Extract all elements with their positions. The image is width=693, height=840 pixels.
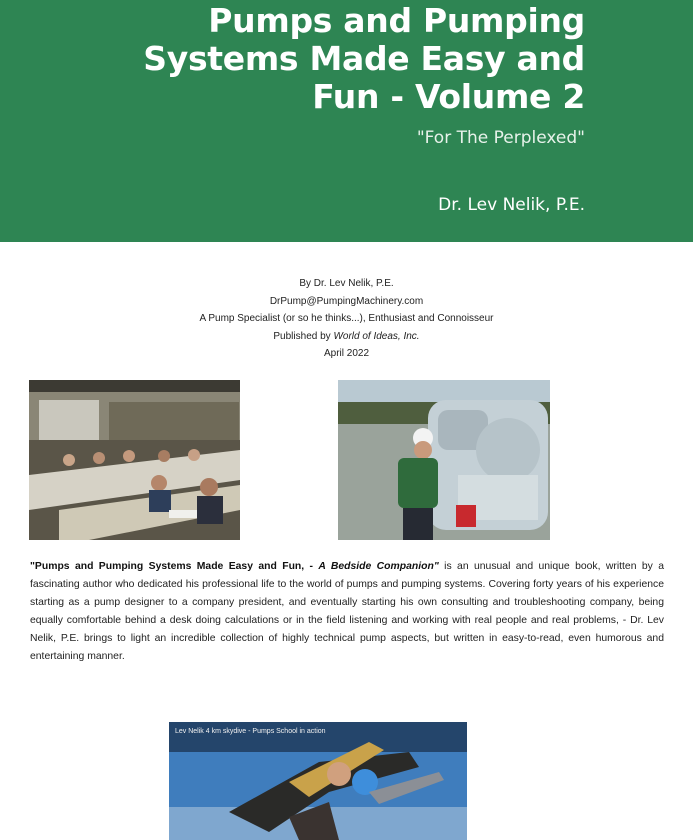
title-banner — [0, 0, 693, 242]
title-line-3: Fun - Volume 2 — [312, 77, 585, 116]
description-book-title: "Pumps and Pumping Systems Made Easy and Fun, - — [30, 561, 319, 572]
classroom-photo-art — [29, 380, 240, 540]
publisher-prefix: Published by — [273, 330, 334, 342]
byline-author: By Dr. Lev Nelik, P.E. — [299, 278, 394, 289]
byline-block — [0, 275, 693, 363]
description-body: is an unusual and unique book, written by a fascinating author who dedicated his professional life to the world of pumps and pumping systems. Covering forty years of his experience starting as a pump designer to a company president, and eventually starting his own consulting and troubleshooting company, being equally comfortable behind a desk doing calculations or in the field listening and working with real people and real problems, - Dr. Lev Nelik, P.E. brings to light an incredible collection of highly technical pump aspects, but written in easy-to-read, even humorous and entertaining manner. — [30, 561, 664, 662]
classroom-photo — [29, 380, 240, 540]
author-name: Dr. Lev Nelik, P.E. — [438, 195, 585, 215]
video-caption: Lev Nelik 4 km skydive - Pumps School in action — [175, 728, 326, 735]
byline-date: April 2022 — [323, 348, 370, 359]
byline-publisher — [0, 328, 693, 346]
title-line-1: Pumps and Pumping — [208, 1, 585, 40]
byline-email: DrPump@PumpingMachinery.com — [269, 295, 424, 307]
book-subtitle: "For The Perplexed" — [416, 128, 585, 148]
byline-tagline: A Pump Specialist (or so he thinks...), Enthusiast and Connoisseur — [199, 313, 494, 324]
pump-photo — [338, 380, 550, 540]
book-title — [25, 2, 585, 116]
book-description — [30, 558, 664, 666]
description-book-subtitle: A Bedside Companion" — [318, 561, 439, 572]
skydive-video-thumbnail[interactable] — [169, 722, 467, 840]
pump-photo-art — [338, 380, 550, 540]
skydive-photo-art — [169, 722, 467, 840]
publisher-name: World of Ideas, Inc. — [333, 330, 420, 342]
title-line-2: Systems Made Easy and — [143, 39, 585, 78]
